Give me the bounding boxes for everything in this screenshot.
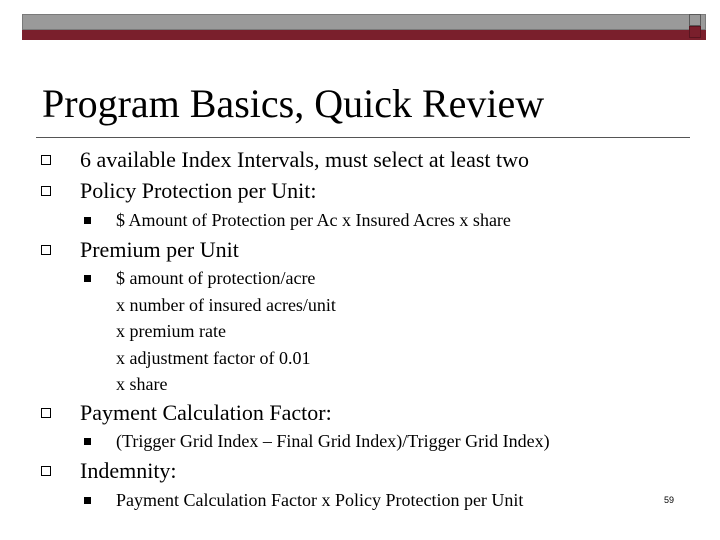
bullet-intervals: 6 available Index Intervals, must select at least two — [80, 147, 530, 172]
slide-title: Program Basics, Quick Review — [42, 81, 545, 126]
filled-square-bullet-icon — [84, 497, 91, 504]
sub-bullet-indemnity-formula: Payment Calculation Factor x Policy Protection per Unit — [116, 490, 524, 510]
header-decoration-bar — [22, 14, 706, 38]
premium-line: x adjustment factor of 0.01 — [116, 347, 311, 368]
bullet-policy-protection: Policy Protection per Unit: — [80, 178, 317, 203]
hollow-square-bullet-icon — [41, 245, 51, 255]
slide-number: 59 — [664, 495, 675, 505]
title-divider — [36, 137, 690, 138]
hollow-square-bullet-icon — [41, 155, 51, 165]
sub-bullet-payment-formula: (Trigger Grid Index – Final Grid Index)/Trigger Grid Index) — [116, 431, 550, 451]
premium-line: x number of insured acres/unit — [116, 294, 336, 315]
header-gray-band — [22, 14, 706, 30]
corner-square-maroon — [689, 26, 701, 38]
filled-square-bullet-icon — [84, 217, 91, 224]
premium-line: $ amount of protection/acre — [116, 268, 316, 288]
bullet-payment-factor: Payment Calculation Factor: — [80, 400, 332, 425]
filled-square-bullet-icon — [84, 275, 91, 282]
corner-square-gray — [689, 14, 701, 26]
hollow-square-bullet-icon — [41, 466, 51, 476]
header-maroon-band — [22, 30, 706, 40]
premium-line: x share — [116, 374, 168, 394]
hollow-square-bullet-icon — [41, 408, 51, 418]
bullet-indemnity: Indemnity: — [80, 458, 177, 483]
bullet-premium: Premium per Unit — [80, 237, 239, 262]
filled-square-bullet-icon — [84, 438, 91, 445]
sub-bullet-policy-formula: $ Amount of Protection per Ac x Insured Acres x share — [116, 210, 511, 230]
hollow-square-bullet-icon — [41, 186, 51, 196]
premium-line: x premium rate — [116, 321, 226, 341]
